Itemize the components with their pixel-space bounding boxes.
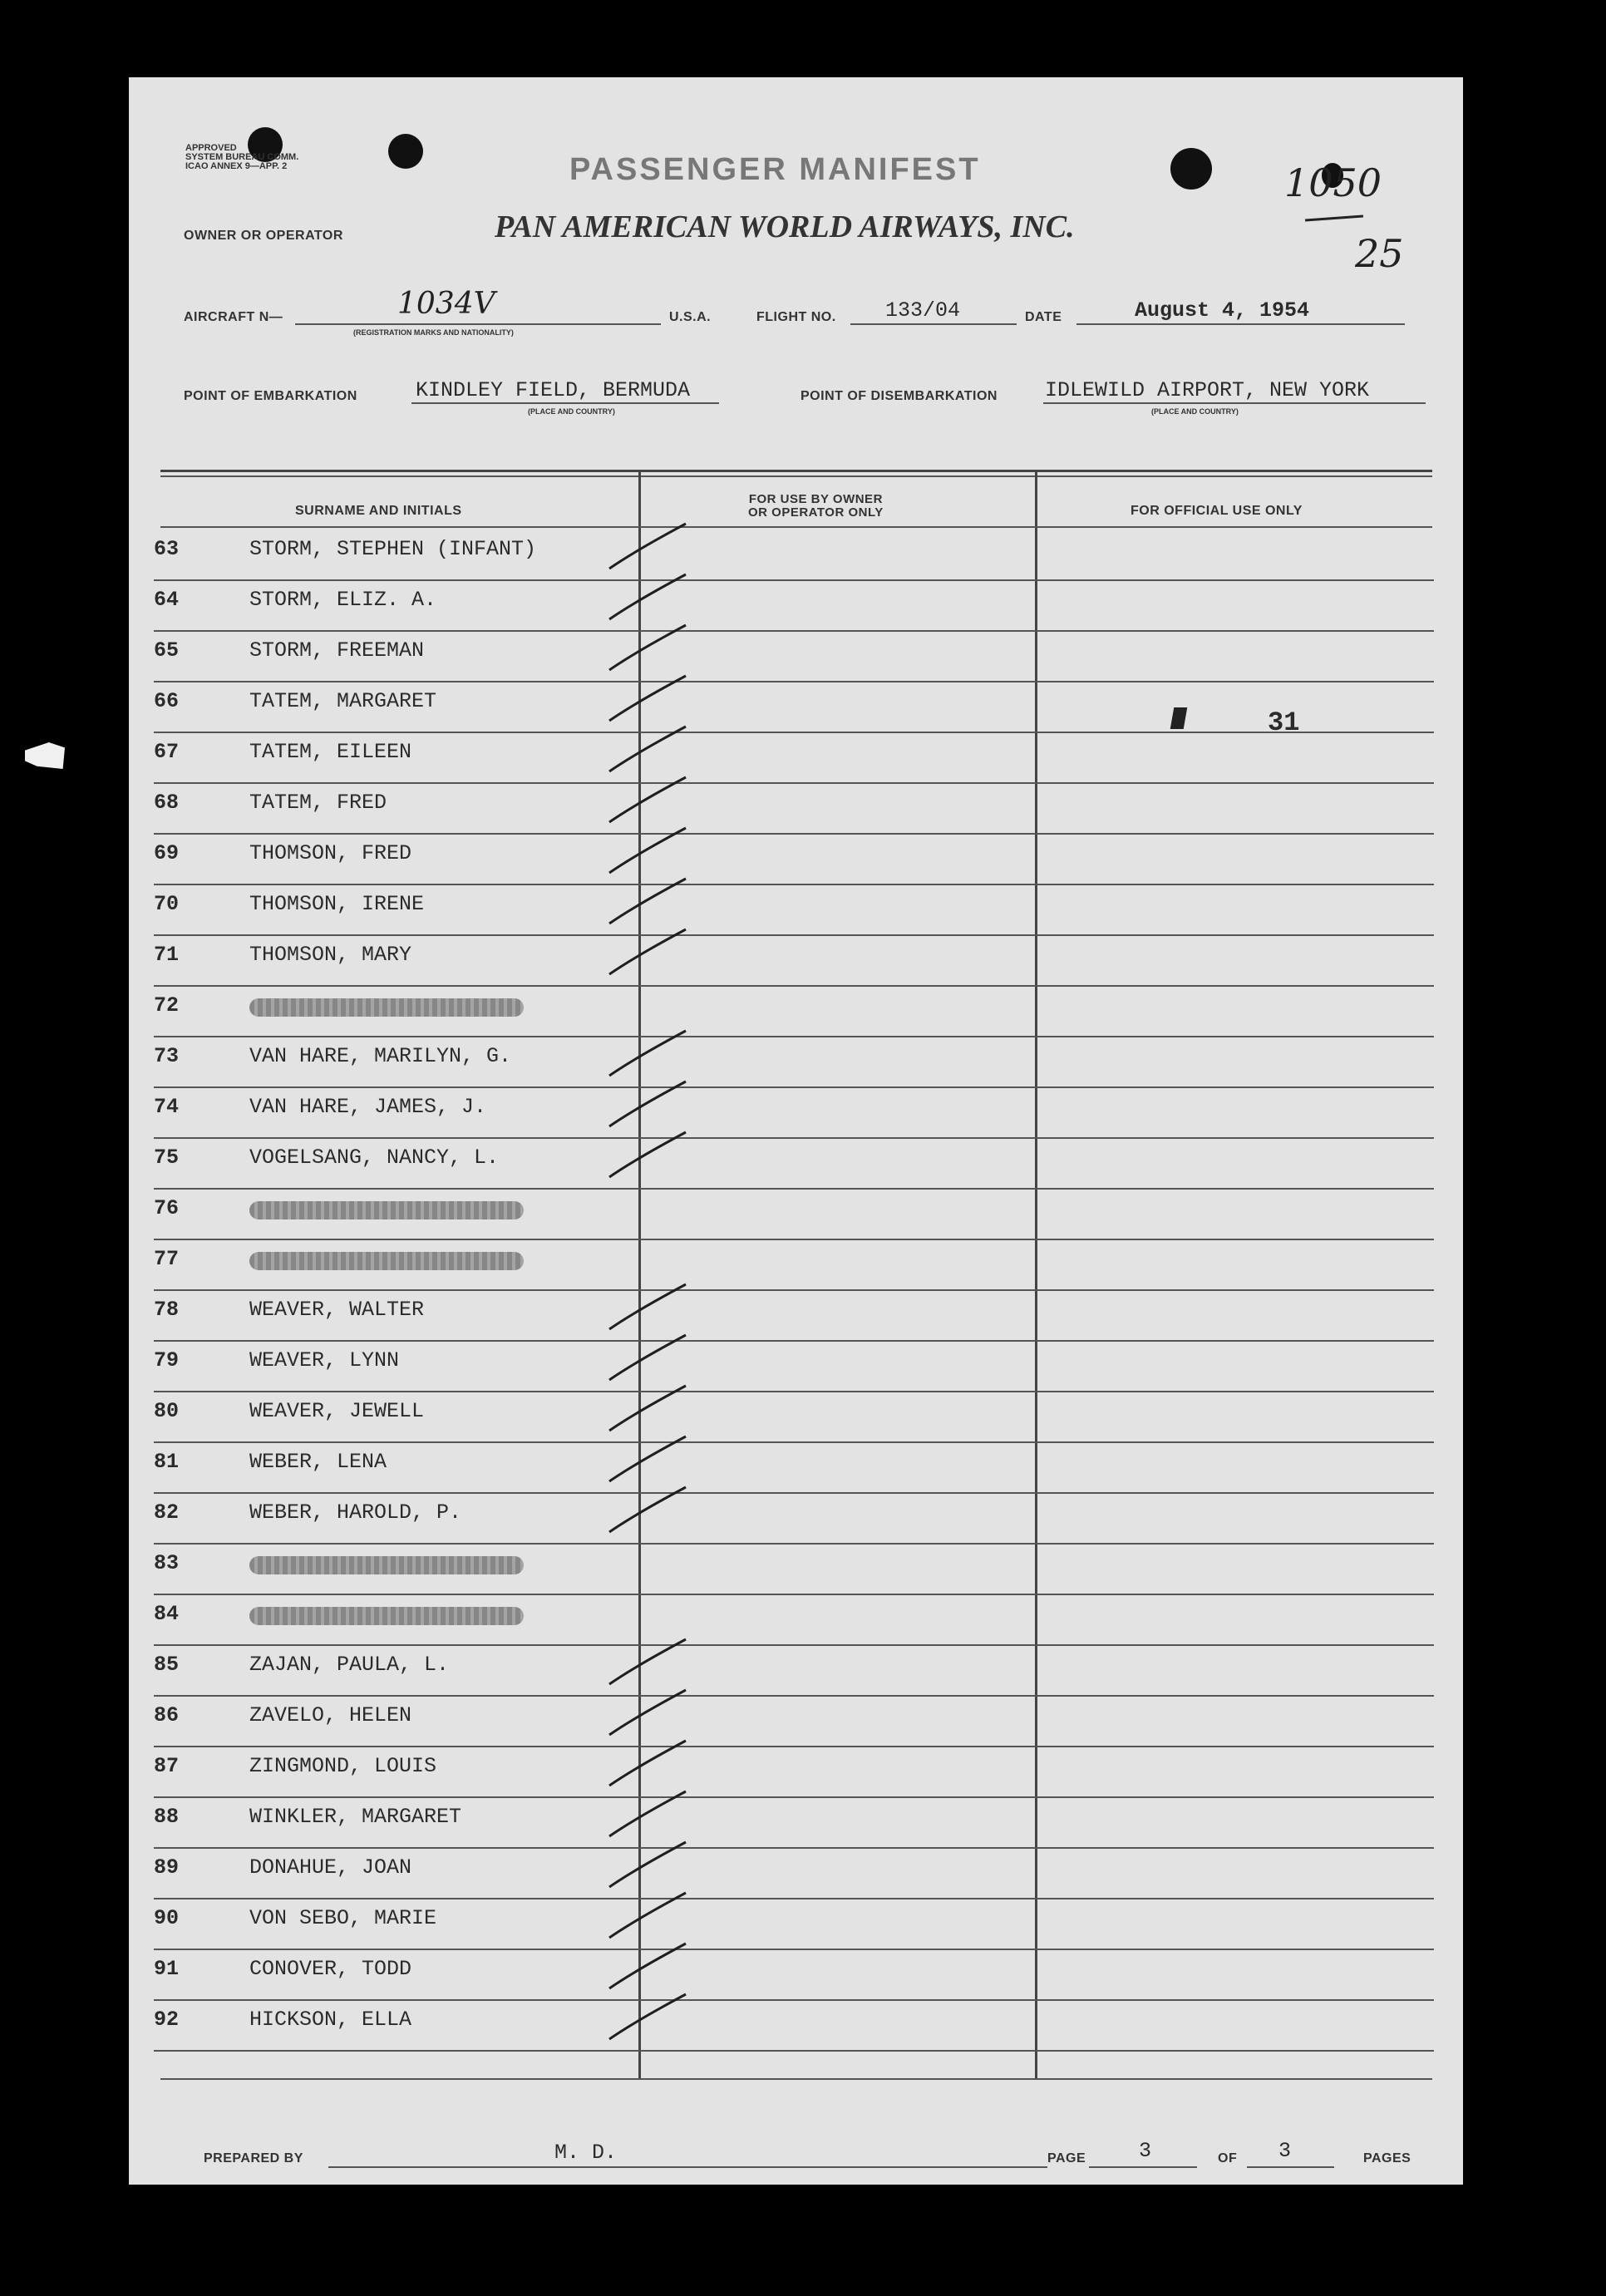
row-number: 89 (154, 1855, 180, 1880)
table-bottom-rule (160, 2078, 1432, 2080)
passenger-name: VAN HARE, JAMES, J. (249, 1095, 487, 1119)
table-row (154, 936, 1434, 987)
table-row (154, 885, 1434, 936)
table-row (154, 1849, 1434, 1899)
check-mark-icon (603, 1024, 694, 1082)
row-number: 63 (154, 537, 180, 561)
passenger-name: WINKLER, MARGARET (249, 1805, 462, 1829)
check-mark-icon (603, 923, 694, 981)
passenger-name: STORM, STEPHEN (INFANT) (249, 537, 537, 561)
col-header-owner: FOR USE BY OWNER OR OPERATOR ONLY (748, 492, 884, 520)
row-number: 87 (154, 1754, 180, 1778)
disembark-sub: (PLACE AND COUNTRY) (1151, 407, 1239, 416)
prepared-label: PREPARED BY (204, 2151, 303, 2165)
check-mark-icon (603, 1430, 694, 1488)
table-row (154, 1443, 1434, 1494)
table-row (154, 1291, 1434, 1342)
table-row (154, 1392, 1434, 1443)
page-label: PAGE (1047, 2151, 1086, 2165)
check-mark-icon (603, 872, 694, 930)
aircraft-sub: (REGISTRATION MARKS AND NATIONALITY) (353, 328, 514, 337)
row-number: 67 (154, 740, 180, 764)
page-value: 3 (1139, 2139, 1152, 2163)
passenger-name: WEAVER, WALTER (249, 1298, 425, 1322)
date-label: DATE (1025, 310, 1062, 324)
punch-hole (388, 134, 423, 169)
row-number: 90 (154, 1906, 180, 1930)
passenger-name: VOGELSANG, NANCY, L. (249, 1146, 500, 1170)
passenger-name: THOMSON, IRENE (249, 892, 425, 916)
usa-label: U.S.A. (669, 310, 712, 324)
passenger-name: STORM, ELIZ. A. (249, 588, 437, 612)
prepared-line (328, 2166, 1047, 2168)
check-mark-icon (603, 720, 694, 778)
row-number: 79 (154, 1348, 180, 1372)
table-row (154, 1646, 1434, 1697)
disembark-value: IDLEWILD AIRPORT, NEW YORK (1045, 378, 1370, 402)
disembark-label: POINT OF DISEMBARKATION (801, 389, 998, 403)
table-row (154, 835, 1434, 885)
table-row (154, 530, 1434, 581)
row-number: 91 (154, 1957, 180, 1981)
check-mark-icon (603, 568, 694, 626)
owner-value: PAN AMERICAN WORLD AIRWAYS, INC. (495, 209, 1075, 244)
check-mark-icon (603, 1734, 694, 1792)
col-header-surname: SURNAME AND INITIALS (295, 504, 462, 518)
row-number: 76 (154, 1196, 180, 1220)
check-mark-icon (603, 1126, 694, 1184)
passenger-name: ZAVELO, HELEN (249, 1703, 412, 1727)
row-number: 83 (154, 1551, 180, 1575)
page-title: PASSENGER MANIFEST (569, 152, 981, 187)
row-number: 92 (154, 2008, 180, 2032)
table-row (154, 1595, 1434, 1646)
check-mark-icon (603, 1937, 694, 1995)
table-row (154, 1088, 1434, 1139)
table-row (154, 632, 1434, 682)
handwritten-dash (1305, 215, 1363, 222)
check-mark-icon (603, 821, 694, 879)
check-mark-icon (603, 618, 694, 677)
redacted-name (249, 1252, 524, 1270)
check-mark-icon (603, 1785, 694, 1843)
manifest-page (129, 77, 1463, 2185)
embark-sub: (PLACE AND COUNTRY) (528, 407, 615, 416)
table-row (154, 2001, 1434, 2052)
of-value: 3 (1278, 2139, 1292, 2163)
embark-line (411, 402, 719, 404)
table-row (154, 1342, 1434, 1392)
flight-label: FLIGHT NO. (756, 310, 836, 324)
row-number: 85 (154, 1653, 180, 1677)
film-artifact (25, 742, 65, 769)
passenger-name: WEBER, LENA (249, 1450, 387, 1474)
flight-value: 133/04 (885, 298, 961, 323)
row-number: 72 (154, 993, 180, 1017)
passenger-name: TATEM, EILEEN (249, 740, 412, 764)
passenger-name: DONAHUE, JOAN (249, 1855, 412, 1880)
of-line (1247, 2166, 1334, 2168)
passenger-name: WEAVER, LYNN (249, 1348, 400, 1372)
row-number: 80 (154, 1399, 180, 1423)
page-line (1089, 2166, 1197, 2168)
embark-label: POINT OF EMBARKATION (184, 389, 357, 403)
passenger-name: WEAVER, JEWELL (249, 1399, 425, 1423)
table-row (154, 1747, 1434, 1798)
passenger-name: ZINGMOND, LOUIS (249, 1754, 437, 1778)
aircraft-value: 1034V (397, 287, 495, 321)
check-mark-icon (603, 1075, 694, 1133)
table-row (154, 1798, 1434, 1849)
check-mark-icon (603, 1633, 694, 1691)
row-number: 68 (154, 791, 180, 815)
table-row (154, 1037, 1434, 1088)
table-row (154, 1190, 1434, 1240)
row-number: 64 (154, 588, 180, 612)
pages-label: PAGES (1363, 2151, 1411, 2165)
flight-line (850, 323, 1017, 325)
aircraft-label: AIRCRAFT N— (184, 310, 283, 324)
passenger-name: TATEM, FRED (249, 791, 387, 815)
passenger-name: STORM, FREEMAN (249, 638, 425, 663)
prepared-value: M. D. (554, 2141, 618, 2165)
handwritten-number: 25 (1355, 231, 1404, 276)
row-number: 78 (154, 1298, 180, 1322)
table-top-rule (160, 475, 1432, 477)
table-row (154, 1545, 1434, 1595)
redacted-name (249, 1201, 524, 1219)
table-row (154, 1899, 1434, 1950)
header-rule (160, 526, 1432, 528)
check-mark-icon (603, 1278, 694, 1336)
row-number: 75 (154, 1146, 180, 1170)
passenger-name: VON SEBO, MARIE (249, 1906, 437, 1930)
row-number: 66 (154, 689, 180, 713)
handwritten-number: 1050 (1284, 160, 1382, 205)
punch-hole (1170, 148, 1212, 190)
table-row (154, 1240, 1434, 1291)
date-line (1076, 323, 1405, 325)
passenger-name: THOMSON, FRED (249, 841, 412, 865)
table-row (154, 1494, 1434, 1545)
row-number: 88 (154, 1805, 180, 1829)
row-number: 82 (154, 1500, 180, 1525)
table-row (154, 581, 1434, 632)
redacted-name (249, 1556, 524, 1574)
check-mark-icon (603, 1379, 694, 1437)
row-number: 73 (154, 1044, 180, 1068)
passenger-name: CONOVER, TODD (249, 1957, 412, 1981)
disembark-line (1043, 402, 1426, 404)
redacted-name (249, 998, 524, 1017)
check-mark-icon (603, 1835, 694, 1894)
embark-value: KINDLEY FIELD, BERMUDA (416, 378, 691, 402)
check-mark-icon (603, 771, 694, 829)
table-row (154, 1139, 1434, 1190)
passenger-name: ZAJAN, PAULA, L. (249, 1653, 450, 1677)
check-mark-icon (603, 1328, 694, 1387)
table-row (154, 733, 1434, 784)
row-number: 65 (154, 638, 180, 663)
official-note: 31 (1268, 707, 1300, 738)
row-number: 69 (154, 841, 180, 865)
row-number: 70 (154, 892, 180, 916)
passenger-name: WEBER, HAROLD, P. (249, 1500, 462, 1525)
aircraft-line (295, 323, 661, 325)
table-top-rule (160, 470, 1432, 472)
table-row (154, 784, 1434, 835)
check-mark-icon (603, 1988, 694, 2046)
col-header-official: FOR OFFICIAL USE ONLY (1131, 504, 1303, 518)
check-mark-icon (603, 1886, 694, 1944)
row-number: 86 (154, 1703, 180, 1727)
owner-label: OWNER OR OPERATOR (184, 229, 343, 243)
check-mark-icon (603, 517, 694, 575)
of-label: OF (1218, 2151, 1238, 2165)
row-number: 74 (154, 1095, 180, 1119)
redacted-name (249, 1607, 524, 1625)
check-mark-icon (603, 1481, 694, 1539)
passenger-name: TATEM, MARGARET (249, 689, 437, 713)
approval-stamp: APPROVED SYSTEM BUREAU COMM. ICAO ANNEX 9—APP. 2 (185, 143, 299, 171)
row-number: 77 (154, 1247, 180, 1271)
passenger-name: HICKSON, ELLA (249, 2008, 412, 2032)
table-row (154, 1697, 1434, 1747)
passenger-name: THOMSON, MARY (249, 943, 412, 967)
table-row (154, 1950, 1434, 2001)
row-number: 84 (154, 1602, 180, 1626)
table-row (154, 987, 1434, 1037)
row-number: 71 (154, 943, 180, 967)
row-rule (154, 2050, 1434, 2052)
date-value: August 4, 1954 (1135, 298, 1310, 323)
check-mark-icon (603, 669, 694, 727)
table-row (154, 682, 1434, 733)
row-number: 81 (154, 1450, 180, 1474)
check-mark-icon (603, 1683, 694, 1742)
passenger-name: VAN HARE, MARILYN, G. (249, 1044, 512, 1068)
